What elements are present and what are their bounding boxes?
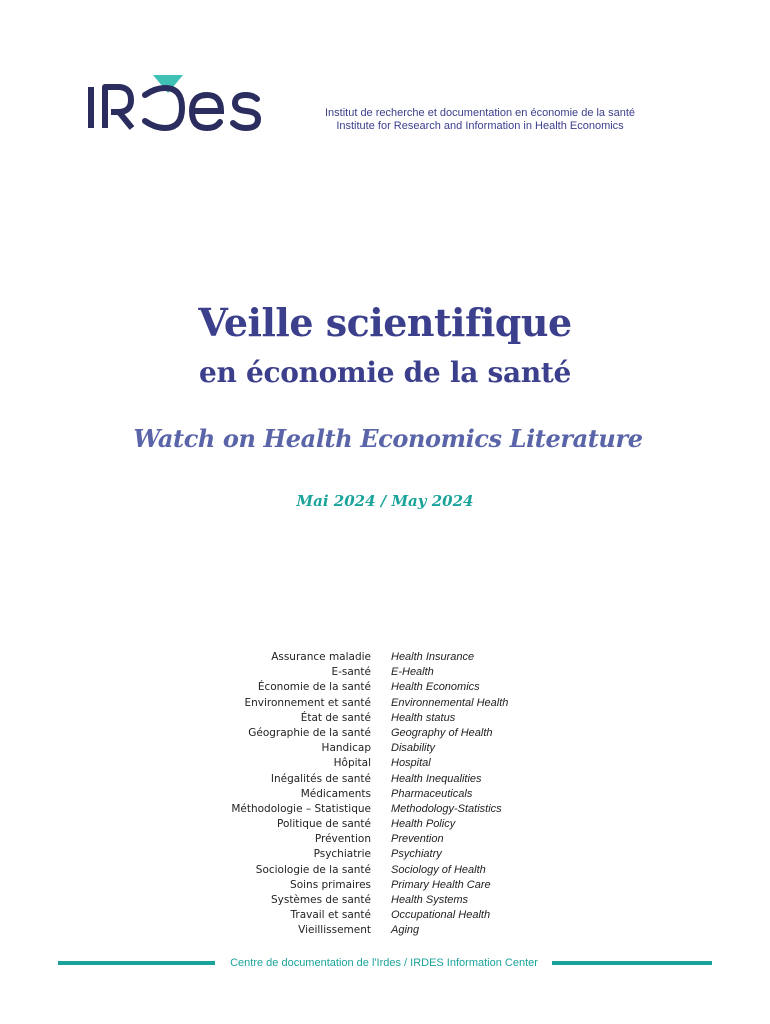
topic-list [180, 650, 560, 939]
topic-en: Occupational Health [391, 909, 491, 922]
institute-name-fr: Institut de recherche et documentation en économie de la santé [324, 107, 636, 119]
topic-fr: Inégalités de santé [270, 772, 371, 785]
document-subtitle: en économie de la santé [198, 356, 572, 389]
topic-en: Health Systems [391, 894, 469, 906]
topic-en: Health Policy [391, 818, 456, 831]
institute-name-en: Institute for Research and Information in Health Economics [336, 120, 624, 132]
topic-fr: Hôpital [333, 757, 371, 770]
topic-row [180, 802, 560, 817]
topic-fr: Assurance maladie [271, 651, 371, 663]
topic-en: Pharmaceuticals [391, 787, 473, 800]
document-title: Veille scientifique [198, 300, 572, 345]
topic-row [180, 665, 560, 680]
footer-text: Centre de documentation de l'Irdes / IRDES Information Center [230, 957, 538, 969]
topic-row [180, 696, 560, 711]
topic-row [180, 787, 560, 802]
footer-rule-left [58, 961, 215, 965]
topic-en: Aging [391, 924, 420, 937]
topic-en: Methodology-Statistics [391, 802, 502, 815]
issue-date: Mai 2024 / May 2024 [296, 492, 474, 510]
topic-row [180, 923, 560, 938]
institute-name [300, 107, 660, 133]
topic-fr: Sociologie de la santé [255, 863, 371, 876]
topic-fr: Politique de santé [277, 818, 371, 831]
topic-fr: Handicap [321, 742, 371, 755]
topic-en: Disability [391, 742, 436, 755]
topic-en: Geography of Health [391, 726, 493, 739]
topic-fr: Économie de la santé [257, 681, 371, 694]
topic-row [180, 908, 560, 923]
topic-fr: Géographie de la santé [248, 726, 371, 739]
topic-row [180, 772, 560, 787]
topic-row [180, 650, 560, 665]
topic-en: Primary Health Care [391, 878, 491, 891]
topic-en: Health Insurance [391, 651, 475, 663]
topic-en: Health Inequalities [391, 772, 482, 785]
topic-row [180, 832, 560, 847]
topic-fr: Prévention [314, 833, 371, 846]
topic-en: Prevention [391, 833, 444, 846]
document-title-english: Watch on Health Economics Literature [133, 424, 643, 453]
topic-fr: Soins primaires [290, 878, 371, 891]
topic-row [180, 726, 560, 741]
topic-row [180, 817, 560, 832]
topic-fr: Vieillissement [298, 924, 371, 937]
topic-row [180, 711, 560, 726]
topic-fr: Méthodologie – Statistique [231, 802, 371, 815]
topic-en: Psychiatry [391, 848, 442, 861]
topic-fr: Travail et santé [290, 909, 371, 922]
topic-en: Health status [391, 711, 456, 724]
topic-row [180, 756, 560, 771]
topic-fr: État de santé [300, 711, 371, 724]
topic-row [180, 847, 560, 862]
topic-fr: Médicaments [300, 787, 371, 800]
topic-row [180, 863, 560, 878]
topic-fr: Systèmes de santé [270, 894, 371, 906]
topic-en: E-Health [391, 666, 434, 679]
topic-fr: E-santé [331, 666, 371, 679]
footer [58, 956, 712, 970]
footer-rule-right [552, 961, 712, 965]
topic-row [180, 878, 560, 893]
topic-en: Environnemental Health [391, 696, 509, 709]
topic-en: Health Economics [391, 681, 480, 694]
irdes-logo [85, 73, 270, 133]
topic-fr: Psychiatrie [313, 848, 371, 861]
topic-row [180, 680, 560, 695]
topic-en: Sociology of Health [391, 863, 486, 876]
topic-fr: Environnement et santé [244, 696, 371, 709]
topic-row [180, 741, 560, 756]
topic-en: Hospital [391, 757, 431, 770]
topic-row [180, 893, 560, 908]
